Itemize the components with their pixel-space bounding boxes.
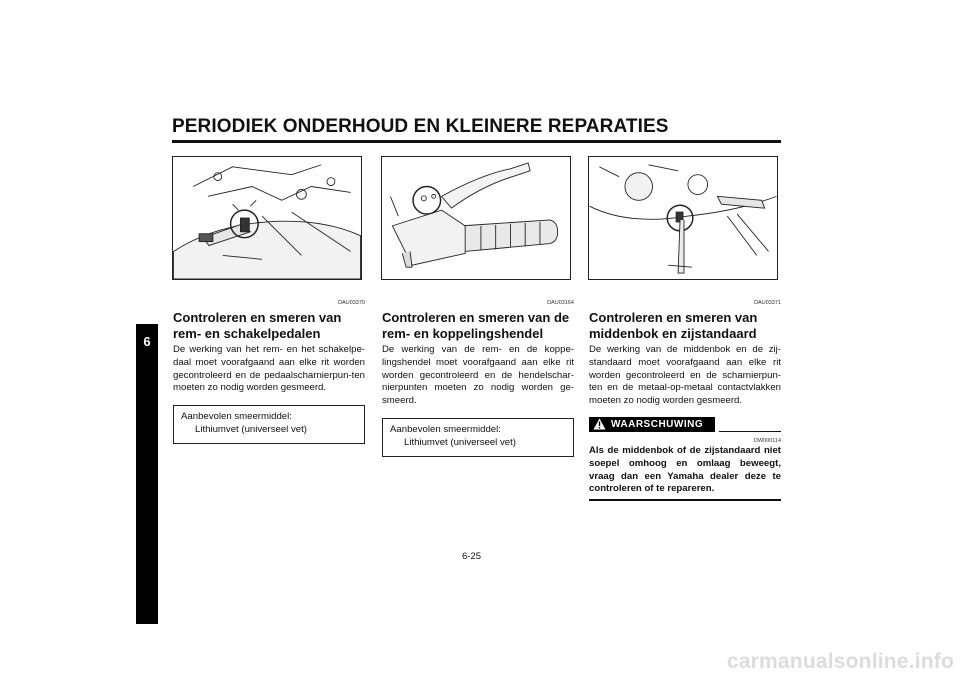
section-body: De werking van de rem- en de koppe-lingshendel moet voorafgaand aan elke rit worden gecontroleerd en de hendelschar-nierpunten moeten zo nodig worden ge-smeerd. [382, 344, 574, 407]
warning-text: Als de middenbok of de zijstandaard niet soepel omhoog en omlaag beweegt, vraag dan een Yamaha dealer deze te controleren of te repareren. [589, 444, 781, 495]
warning-label: WAARSCHUWING [611, 418, 704, 430]
warning-triangle-icon [593, 418, 606, 430]
section-heading: Controleren en smeren van middenbok en zijstandaard [589, 310, 758, 341]
lubricant-note [382, 418, 574, 457]
section-heading: Controleren en smeren van de rem- en koppelingshendel [382, 310, 570, 341]
section-body: De werking van de middenbok en de zij-standaard moet voorafgaand aan elke rit worden gecontroleerd en de scharnierpun-ten en de metaal-op-metaal contactvlakken moeten zo nodig worden gesmeerd. [589, 344, 781, 407]
section-levers [382, 300, 574, 457]
note-value: Lithiumvet (universeel vet) [404, 436, 516, 448]
section-pedals [173, 300, 365, 444]
note-label: Aanbevolen smeermiddel: [390, 423, 501, 435]
chapter-tab: 6 [136, 324, 158, 624]
page-number: 6-25 [462, 551, 482, 562]
warning-code: DW000114 [753, 437, 781, 444]
section-stands [589, 300, 781, 501]
warning-header [589, 417, 781, 435]
section-code: DAU03370 [338, 300, 365, 306]
stand-illustration [588, 156, 778, 280]
section-code: DAU03371 [754, 300, 781, 306]
watermark: carmanualsonline.info [726, 650, 954, 673]
warning-bottom-rule [589, 499, 781, 501]
section-body: De werking van het rem- en het schakelpe-daal moet voorafgaand aan elke rit worden gecontroleerd en de pedaalscharnierpun-ten moeten zo nodig worden gesmeerd. [173, 344, 365, 394]
title-rule [172, 140, 781, 143]
note-label: Aanbevolen smeermiddel: [181, 411, 292, 423]
section-heading: Controleren en smeren van rem- en schakelpedalen [173, 310, 342, 341]
pedal-illustration [172, 156, 362, 280]
note-value: Lithiumvet (universeel vet) [195, 423, 307, 435]
warning-rule [719, 431, 781, 432]
warning-badge [589, 417, 715, 432]
section-code: DAU03164 [547, 300, 574, 306]
lubricant-note [173, 405, 365, 444]
page-title: PERIODIEK ONDERHOUD EN KLEINERE REPARATIES [172, 116, 669, 137]
lever-illustration [381, 156, 571, 280]
